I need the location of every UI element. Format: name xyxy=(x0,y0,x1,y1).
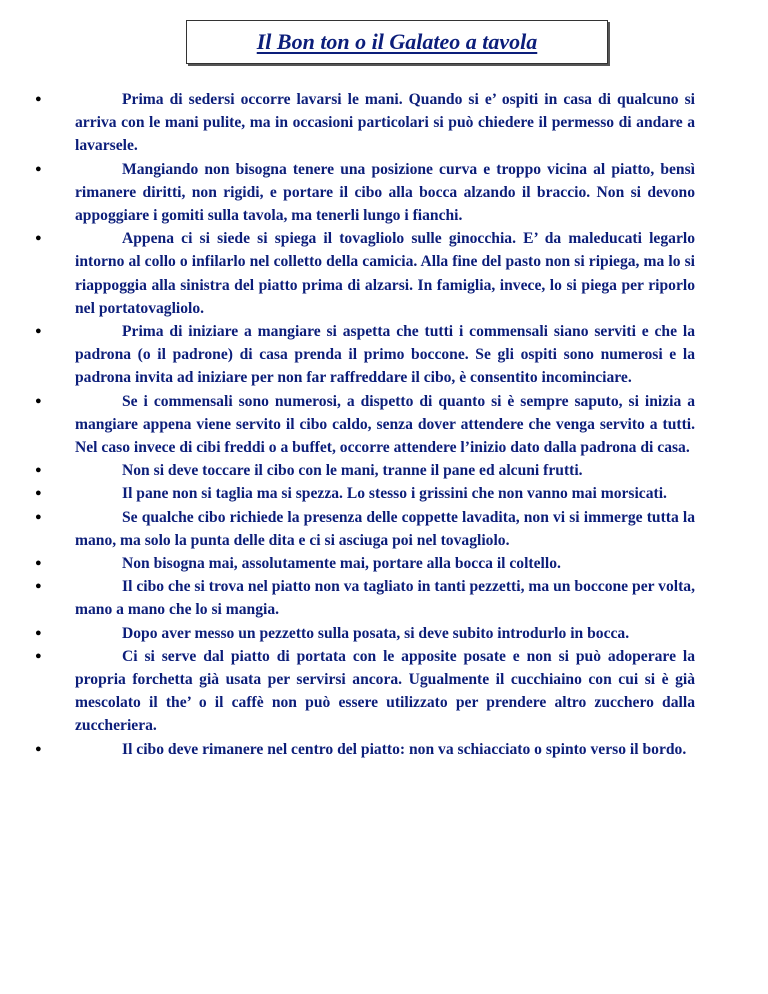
rule-text: Non bisogna mai, assolutamente mai, portare alla bocca il coltello. xyxy=(122,555,561,573)
rule-text: Prima di iniziare a mangiare si aspetta che tutti i commensali siano serviti e che la padrona (o il padrone) di casa prenda il primo boccone. Se gli ospiti sono numerosi e la padrona invita ad iniziare per non far raffreddare il cibo, è consentito incominciare. xyxy=(75,323,695,387)
bullet-icon: ● xyxy=(35,510,42,523)
rule-text: Prima di sedersi occorre lavarsi le mani. Quando si e’ ospiti in casa di qualcuno si arriva con le mani pulite, ma in occasioni particolari si può chiedere il permesso di andare a lavarsele. xyxy=(75,91,695,155)
title-box xyxy=(186,20,608,64)
bullet-icon: ● xyxy=(35,649,42,662)
bullet-icon: ● xyxy=(35,162,42,175)
rule-item xyxy=(35,506,695,552)
rule-item xyxy=(35,227,695,320)
page-title: Il Bon ton o il Galateo a tavola xyxy=(256,29,538,54)
rule-item xyxy=(35,88,695,158)
rule-item xyxy=(35,622,695,645)
rule-item xyxy=(35,390,695,460)
bullet-icon: ● xyxy=(35,464,42,477)
bullet-icon: ● xyxy=(35,742,42,755)
rule-text: Il cibo deve rimanere nel centro del piatto: non va schiacciato o spinto verso il bordo. xyxy=(122,740,687,758)
rule-text: Dopo aver messo un pezzetto sulla posata, si deve subito introdurlo in bocca. xyxy=(122,624,630,642)
rules-list xyxy=(35,88,695,761)
rule-text: Appena ci si siede si spiega il tovagliolo sulle ginocchia. E’ da maleducati legarlo intorno al collo o infilarlo nel colletto della camicia. Alla fine del pasto non si ripiega, ma lo si riappoggia alla sinistra del piatto prima di alzarsi. In famiglia, invece, lo si piega per riporlo nel portatovagliolo. xyxy=(75,230,695,317)
rule-text: Non si deve toccare il cibo con le mani, tranne il pane ed alcuni frutti. xyxy=(122,462,583,480)
bullet-icon: ● xyxy=(35,557,42,570)
rule-text: Se i commensali sono numerosi, a dispetto di quanto si è sempre saputo, si inizia a mangiare appena viene servito il cibo caldo, senza dover attendere che venga servito a tutti. Nel caso invece di cibi freddi o a buffet, occorre attendere l’inizio dato dalla padrona di casa. xyxy=(75,392,695,457)
rule-item xyxy=(35,158,695,228)
rule-item xyxy=(35,320,695,390)
rule-item xyxy=(35,645,695,738)
bullet-icon: ● xyxy=(35,93,42,105)
bullet-icon: ● xyxy=(35,626,42,639)
rule-text: Se qualche cibo richiede la presenza delle coppette lavadita, non vi si immerge tutta la mano, ma solo la punta delle dita e ci si asciuga poi nel tovagliolo. xyxy=(75,508,695,549)
bullet-icon: ● xyxy=(35,325,42,338)
bullet-icon: ● xyxy=(35,580,42,593)
rule-item xyxy=(35,575,695,621)
rule-text: Ci si serve dal piatto di portata con le apposite posate e non si può adoperare la propria forchetta già usata per servirsi ancora. Ugualmente il cucchiaino con cui si è già mescolato il the’ o il caffè non può essere utilizzato per prendere altro zucchero dalla zuccheriera. xyxy=(75,647,695,735)
bullet-icon: ● xyxy=(35,394,42,407)
rule-text: Il pane non si taglia ma si spezza. Lo stesso i grissini che non vanno mai morsicati. xyxy=(122,485,667,503)
rule-text: Mangiando non bisogna tenere una posizione curva e troppo vicina al piatto, bensì rimanere diritti, non rigidi, e portare il cibo alla bocca alzando il braccio. Non si devono appoggiare i gomiti sulla tavola, ma tenerli lungo i fianchi. xyxy=(75,160,695,225)
bullet-icon: ● xyxy=(35,232,42,245)
bullet-icon: ● xyxy=(35,487,42,500)
rule-item xyxy=(35,482,695,505)
rule-text: Il cibo che si trova nel piatto non va tagliato in tanti pezzetti, ma un boccone per volta, mano a mano che lo si mangia. xyxy=(75,578,695,619)
rule-item xyxy=(35,552,695,575)
rule-item xyxy=(35,738,695,761)
rule-item xyxy=(35,459,695,482)
